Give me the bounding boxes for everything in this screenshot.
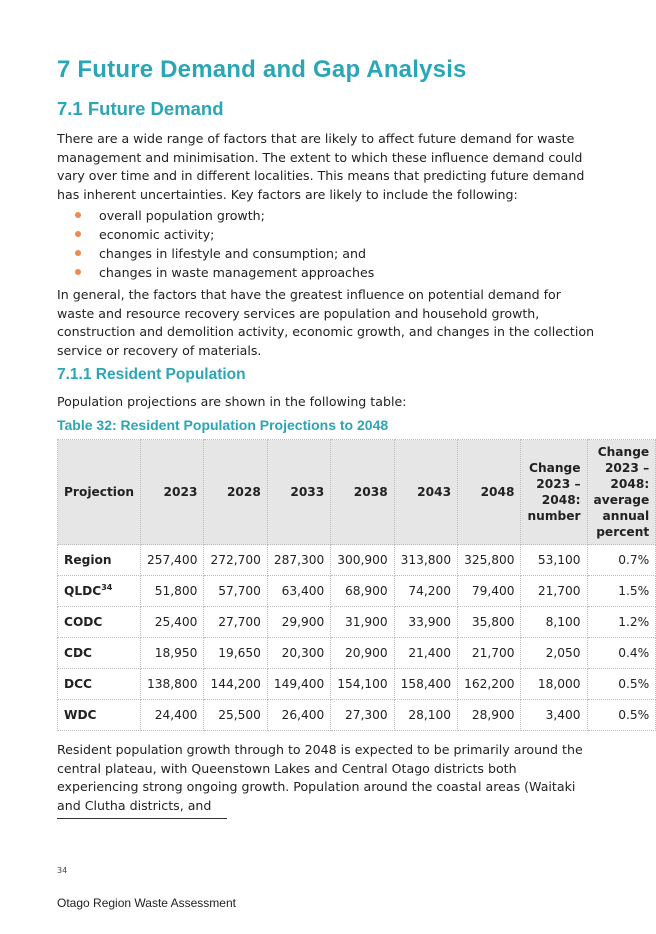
list-item [57, 244, 374, 263]
table-cell: 53,100 [521, 545, 587, 576]
factor-list [57, 206, 374, 282]
table-row [58, 545, 656, 576]
column-header: 2043 [394, 440, 457, 545]
table-cell: 51,800 [141, 576, 204, 607]
table-cell: 257,400 [141, 545, 204, 576]
table-row [58, 700, 656, 731]
table-cell: 272,700 [204, 545, 267, 576]
column-header: Projection [58, 440, 141, 545]
table-cell: 27,300 [331, 700, 394, 731]
table-header-row [58, 440, 656, 545]
table-cell: 1.2% [587, 607, 656, 638]
row-label: DCC [58, 669, 141, 700]
intro-paragraph: There are a wide range of factors that are likely to affect future demand for waste management and minimisation. The extent to which these influence demand could vary over time and in different localities. This means that predicting future demand has inherent uncertainties. Key factors are likely to include the following: [57, 131, 585, 202]
column-header: 2023 [141, 440, 204, 545]
column-header: 2048 [458, 440, 521, 545]
table-cell: 1.5% [587, 576, 656, 607]
population-table [57, 439, 656, 731]
table-cell: 313,800 [394, 545, 457, 576]
list-item [57, 225, 374, 244]
table-cell: 27,700 [204, 607, 267, 638]
column-header: Change 2023 – 2048: average annual percent [587, 440, 656, 545]
table-cell: 162,200 [458, 669, 521, 700]
growth-paragraph: Resident population growth through to 2048 is expected to be primarily around the central plateau, with Queenstown Lakes and Central Otago districts both experiencing strong ongoing growth. Population around the coastal areas (Waitaki and Clutha districts, and [57, 742, 583, 813]
table-cell: 25,400 [141, 607, 204, 638]
table-cell: 63,400 [267, 576, 330, 607]
table-cell: 3,400 [521, 700, 587, 731]
list-item [57, 263, 374, 282]
list-item-text: changes in waste management approaches [99, 265, 375, 280]
row-label: CODC [58, 607, 141, 638]
table-cell: 21,700 [521, 576, 587, 607]
bullet-dot-icon [75, 269, 81, 275]
table-cell: 74,200 [394, 576, 457, 607]
table-row [58, 669, 656, 700]
subsection-title: 7.1 Future Demand [57, 98, 224, 119]
table-cell: 2,050 [521, 638, 587, 669]
table-cell: 31,900 [331, 607, 394, 638]
bullet-dot-icon [75, 212, 81, 218]
table-caption: Table 32: Resident Population Projections to 2048 [57, 417, 389, 433]
population-intro: Population projections are shown in the following table: [57, 394, 407, 409]
table-cell: 0.7% [587, 545, 656, 576]
table-cell: 154,100 [331, 669, 394, 700]
footnote-divider [57, 818, 227, 819]
footnote-number: 34 [57, 866, 68, 875]
table-cell: 0.5% [587, 700, 656, 731]
table-cell: 300,900 [331, 545, 394, 576]
table-cell: 79,400 [458, 576, 521, 607]
table-cell: 21,700 [458, 638, 521, 669]
table-cell: 149,400 [267, 669, 330, 700]
row-label: Region [58, 545, 141, 576]
table-row [58, 576, 656, 607]
row-label: QLDC$^{34}$ [58, 576, 141, 607]
table-cell: 28,100 [394, 700, 457, 731]
table-cell: 138,800 [141, 669, 204, 700]
table-cell: 144,200 [204, 669, 267, 700]
table-cell: 287,300 [267, 545, 330, 576]
table-cell: 26,400 [267, 700, 330, 731]
row-label: CDC [58, 638, 141, 669]
table-cell: 35,800 [458, 607, 521, 638]
table-cell: 18,950 [141, 638, 204, 669]
table-cell: 8,100 [521, 607, 587, 638]
table-cell: 18,000 [521, 669, 587, 700]
general-paragraph: In general, the factors that have the greatest influence on potential demand for waste and resource recovery services are population and household growth, construction and demolition activity, economic growth, and changes in the collection service or recovery of materials. [57, 287, 595, 358]
page-footer: Otago Region Waste Assessment [57, 896, 236, 910]
section-title: 7 Future Demand and Gap Analysis [57, 56, 467, 83]
table-cell: 29,900 [267, 607, 330, 638]
bullet-dot-icon [75, 231, 81, 237]
table-cell: 158,400 [394, 669, 457, 700]
table-cell: 20,300 [267, 638, 330, 669]
table-cell: 57,700 [204, 576, 267, 607]
list-item [57, 206, 374, 225]
table-cell: 28,900 [458, 700, 521, 731]
table-cell: 21,400 [394, 638, 457, 669]
column-header: 2033 [267, 440, 330, 545]
list-item-text: changes in lifestyle and consumption; and [99, 246, 366, 261]
bullet-dot-icon [75, 250, 81, 256]
column-header: 2038 [331, 440, 394, 545]
column-header: Change 2023 – 2048: number [521, 440, 587, 545]
table-cell: 0.4% [587, 638, 656, 669]
column-header: 2028 [204, 440, 267, 545]
row-label: WDC [58, 700, 141, 731]
table-cell: 68,900 [331, 576, 394, 607]
footnote-ref: 34 [101, 582, 113, 592]
table-cell: 25,500 [204, 700, 267, 731]
table-cell: 19,650 [204, 638, 267, 669]
table-row [58, 638, 656, 669]
table-cell: 20,900 [331, 638, 394, 669]
table-row [58, 607, 656, 638]
list-item-text: overall population growth; [99, 208, 265, 223]
list-item-text: economic activity; [99, 227, 215, 242]
table-cell: 33,900 [394, 607, 457, 638]
table-cell: 325,800 [458, 545, 521, 576]
table-cell: 24,400 [141, 700, 204, 731]
table-cell: 0.5% [587, 669, 656, 700]
subsubsection-title: 7.1.1 Resident Population [57, 366, 246, 383]
